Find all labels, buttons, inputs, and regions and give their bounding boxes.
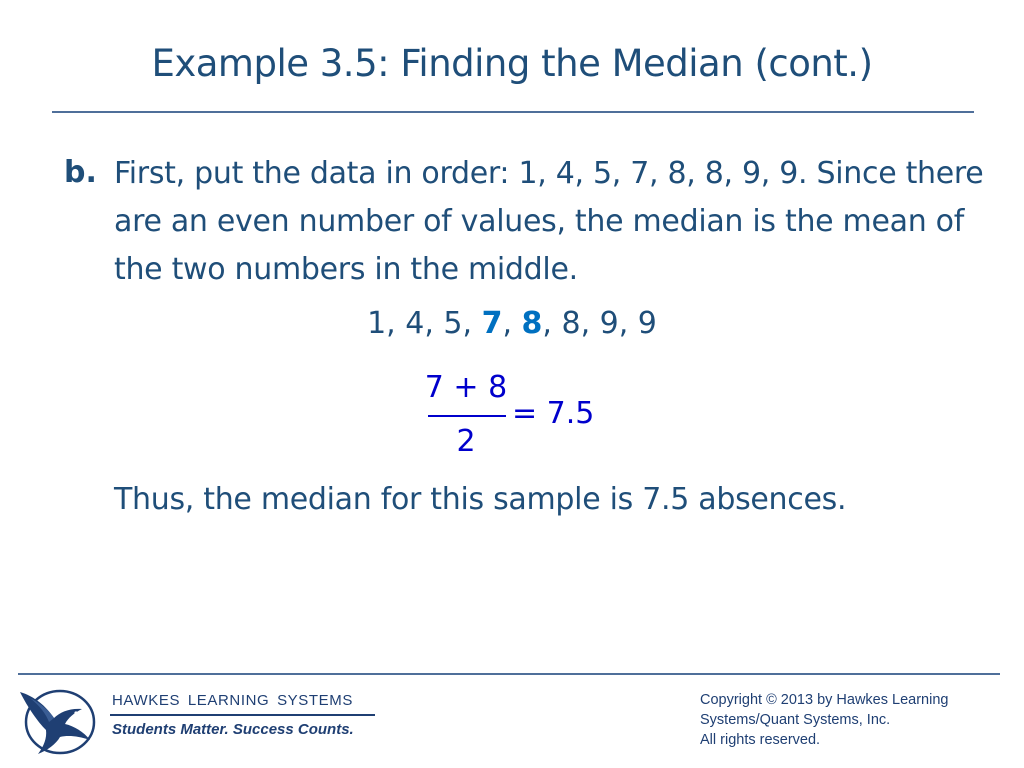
median-formula <box>424 370 614 465</box>
footer-divider <box>18 673 1000 675</box>
slide-title: Example 3.5: Finding the Median (cont.) <box>151 42 873 85</box>
sequence-before: 1, 4, 5, <box>367 306 482 341</box>
hawk-icon <box>16 682 100 758</box>
bullet-letter: b. <box>64 155 97 190</box>
ordered-sequence <box>0 306 1024 341</box>
brand-tagline: Students Matter. Success Counts. <box>112 721 354 738</box>
paragraph-conclusion: Thus, the median for this sample is 7.5 absences. <box>114 482 847 517</box>
copyright-line: Copyright © 2013 by Hawkes Learning <box>700 692 949 708</box>
copyright-line: Systems/Quant Systems, Inc. <box>700 712 891 728</box>
brand-underline <box>110 714 375 716</box>
paragraph-order-data: First, put the data in order: 1, 4, 5, 7, 8, 8, 9, 9. Since there are an even number of values, the median is the mean of the two numbers in the middle. <box>114 156 984 287</box>
formula-numerator: 7 + 8 <box>424 370 508 405</box>
formula-result: = 7.5 <box>512 396 595 431</box>
fraction-bar <box>428 415 506 417</box>
title-divider <box>52 111 974 113</box>
copyright-notice <box>700 690 1010 750</box>
brand-name: HAWKES LEARNING SYSTEMS <box>112 692 353 709</box>
sequence-after: , 8, 9, 9 <box>542 306 657 341</box>
sequence-separator: , <box>502 306 522 341</box>
formula-denominator: 2 <box>456 424 476 459</box>
copyright-line: All rights reserved. <box>700 732 821 748</box>
sequence-middle-first: 7 <box>481 306 503 341</box>
sequence-middle-second: 8 <box>521 306 543 341</box>
